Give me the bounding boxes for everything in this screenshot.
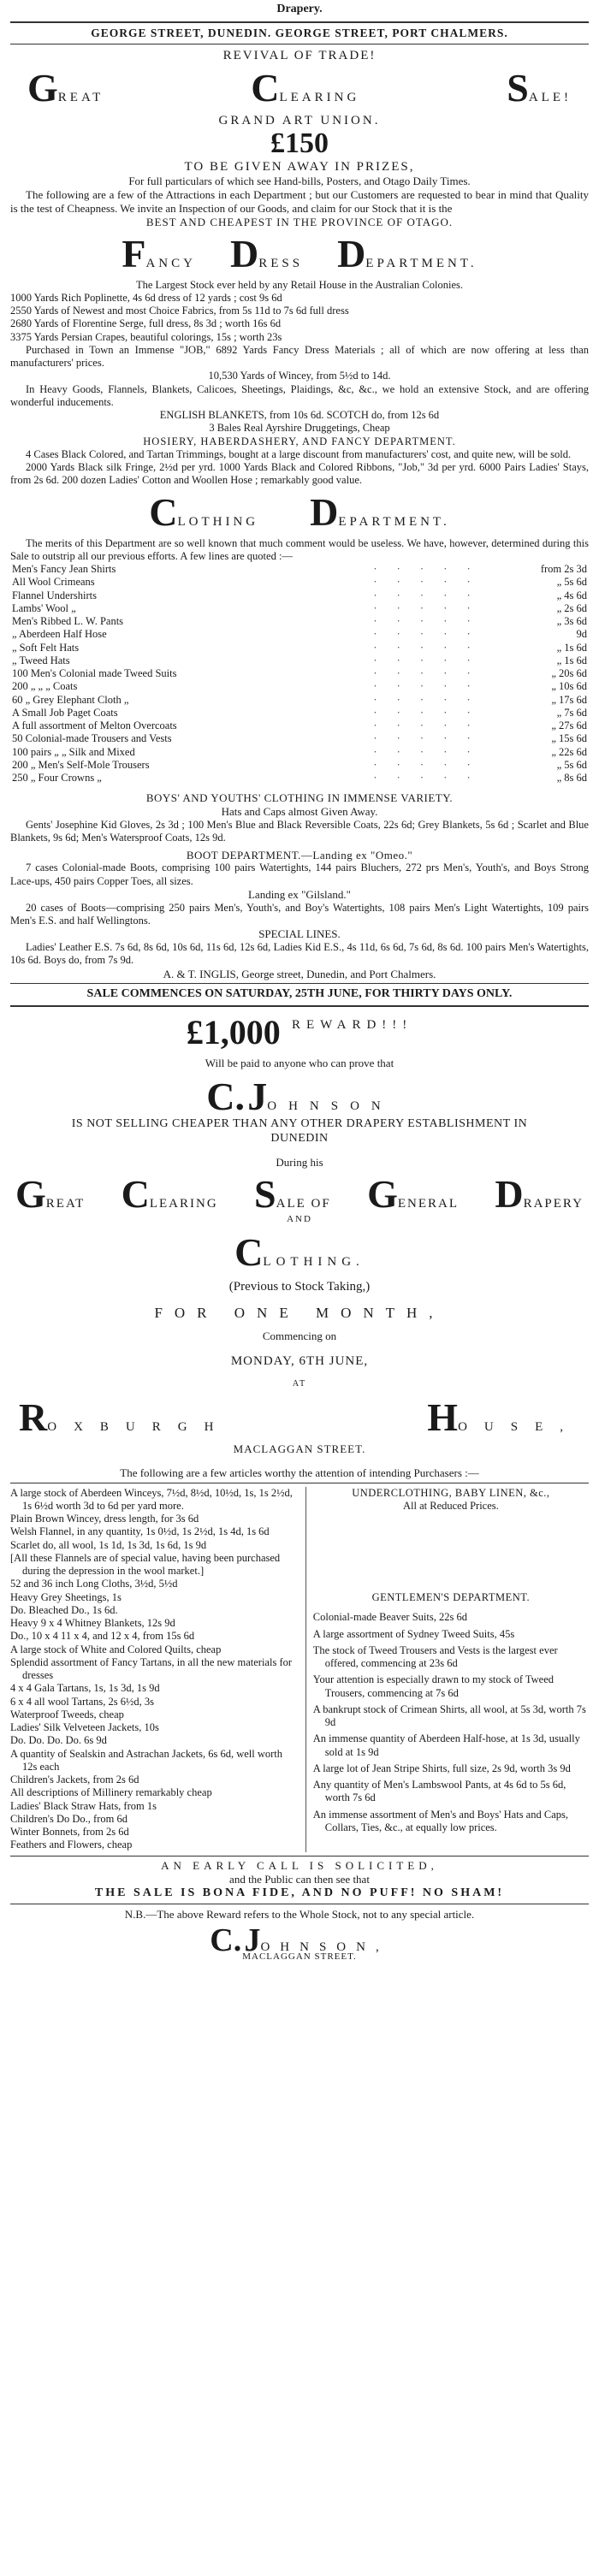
heading-word: CLEARING — [251, 65, 360, 110]
divider — [10, 1005, 589, 1007]
great-clearing-sale-heading — [10, 65, 589, 110]
list-item: The Largest Stock ever held by any Retail House in the Australian Colonies. — [136, 278, 463, 291]
leader-dots: · · · · · — [373, 706, 479, 719]
list-item: A large lot of Jean Stripe Shirts, full size, 2s 9d, worth 3s 9d — [312, 1762, 571, 1774]
heading-word: FANCY — [122, 231, 196, 275]
leader-dots: · · · · · — [373, 732, 479, 745]
list-item: Ladies' Silk Velveteen Jackets, 10s — [10, 1721, 159, 1734]
price-item: Flannel Undershirts — [12, 589, 97, 601]
heading-word: DEPARTMENT. — [337, 231, 477, 275]
inglis-signoff: A. & T. INGLIS, George street, Dunedin, and Port Chalmers. — [163, 967, 436, 980]
johnson-name: C. JOHNSON — [206, 1075, 393, 1119]
price-value: 9d — [576, 628, 587, 641]
price-row — [10, 732, 589, 745]
price-value: „ 5s 6d — [556, 576, 587, 589]
section-title: Drapery. — [276, 3, 323, 15]
list-item: The stock of Tweed Trousers and Vests is the largest ever offered, commencing at 23s 6d — [312, 1643, 558, 1670]
intro-text: The following are a few of the Attractions in each Department ; but our Customers are requested to bear in mind that Quality is the test of Cheapness. We invite an Inspection of our Goods, and claim for our Stock that it is the — [10, 187, 589, 215]
price-item: 60 „ Grey Elephant Cloth „ — [12, 693, 129, 706]
clothing-intro: The merits of this Department are so well known that much comment would be useless. We have, however, determined during this Sale to outstrip all our previous efforts. A few lines are quoted :— — [10, 536, 589, 562]
prize-amount: £150 — [270, 127, 329, 160]
footer-street: MACLAGGAN STREET. — [242, 1951, 357, 1963]
list-item: Do., 10 x 4 11 x 4, and 12 x 4, from 15s 6d — [10, 1630, 195, 1643]
clothing-price-table — [10, 563, 589, 785]
list-item: 52 and 36 inch Long Cloths, 3½d, 5½d — [10, 1578, 178, 1590]
leader-dots: · · · · · — [373, 758, 479, 771]
art-union: GRAND ART UNION. — [218, 113, 381, 127]
list-item: 1000 Yards Rich Poplinette, 4s 6d dress of 12 yards ; cost 9s 6d — [10, 291, 282, 304]
heading-word: GENERAL — [367, 1172, 460, 1217]
date-line: MONDAY, 6TH JUNE, — [230, 1353, 369, 1368]
price-row — [10, 759, 589, 772]
reward-word: REWARD!!! — [291, 1017, 413, 1032]
street-line: MACLAGGAN STREET. — [233, 1442, 366, 1455]
sale-commences: SALE COMMENCES ON SATURDAY, 25TH JUNE, FOR THIRTY DAYS ONLY. — [86, 987, 513, 1001]
price-value: „ 5s 6d — [556, 758, 587, 771]
price-row — [10, 602, 589, 615]
list-item: Winter Bonnets, from 2s 6d — [10, 1826, 129, 1839]
footer-johnson-name: C. JOHNSON, — [210, 1922, 389, 1959]
price-item: A Small Job Paget Coats — [12, 706, 118, 719]
commencing-line: Commencing on — [262, 1329, 337, 1342]
heading-word: DRAPERY — [495, 1172, 584, 1217]
not-selling: IS NOT SELLING CHEAPER THAN ANY OTHER DRAPERY ESTABLISHMENT IN DUNEDIN — [71, 1117, 528, 1146]
list-item: Ladies' Black Straw Hats, from 1s — [10, 1799, 157, 1812]
list-item: Any quantity of Men's Lambswool Pants, at 4s 6d to 5s 6d, worth 7s 6d — [312, 1779, 566, 1804]
list-item: Children's Jackets, from 2s 6d — [10, 1774, 139, 1786]
list-item: Welsh Flannel, in any quantity, 1s 0½d, 1s 2½d, 1s 4d, 1s 6d — [10, 1525, 270, 1538]
price-row — [10, 720, 589, 732]
price-value: „ 10s 6d — [551, 680, 587, 693]
price-item: „ Tweed Hats — [12, 654, 70, 666]
gents-line: Gents' Josephine Kid Gloves, 2s 3d ; 100 Men's Blue and Black Reversible Coats, 22s 6d; Grey Blankets, 5s 6d ; Scarlet and Blue Blankets, 9s 6d; Men's Watersproof Coats, 12s 9d. — [10, 819, 589, 844]
leader-dots: · · · · · — [373, 720, 479, 732]
price-item: Men's Fancy Jean Shirts — [12, 563, 116, 576]
price-row — [10, 707, 589, 720]
price-value: „ 3s 6d — [556, 615, 587, 628]
list-item: A quantity of Sealskin and Astrachan Jackets, 6s 6d, well worth 12s each — [10, 1747, 282, 1773]
list-item: All descriptions of Millinery remarkably cheap — [10, 1786, 212, 1799]
heading-word: ROXBURGH — [19, 1395, 231, 1439]
list-item: 3 Bales Real Ayrshire Druggetings, Cheap — [209, 422, 390, 435]
list-item: Do. Do. Do. Do. 6s 9d — [10, 1734, 107, 1747]
article-columns — [10, 1487, 589, 1852]
fancy-dress-list — [10, 279, 589, 488]
revival-heading: REVIVAL OF TRADE! — [222, 48, 377, 62]
right-column — [305, 1487, 589, 1852]
price-item: Men's Ribbed L. W. Pants — [12, 615, 124, 628]
and-word: AND — [287, 1214, 312, 1225]
leader-dots: · · · · · — [373, 654, 479, 666]
list-item: 10,530 Yards of Wincey, from 5½d to 14d. — [208, 370, 391, 382]
leader-dots: · · · · · — [373, 563, 479, 576]
list-item: Colonial-made Beaver Suits, 22s 6d — [312, 1611, 467, 1624]
price-row — [10, 615, 589, 628]
list-item: Feathers and Flowers, cheap — [10, 1839, 133, 1851]
underclothing-heading: UNDERCLOTHING, BABY LINEN, &c., — [352, 1486, 550, 1499]
price-item: 100 Men's Colonial made Tweed Suits — [12, 667, 177, 680]
list-item: A large stock of Aberdeen Winceys, 7½d, 8½d, 10½d, 1s, 1s 2½d, 1s 6½d worth 3d to 6d per yard more. — [10, 1486, 293, 1512]
leader-dots: · · · · · — [373, 667, 479, 680]
list-item: A bankrupt stock of Crimean Shirts, all wool, at 5s 3d, worth 7s 9d — [312, 1703, 586, 1729]
list-item: An immense quantity of Aberdeen Half-hose, at 1s 3d, usually sold at 1s 9d — [312, 1732, 580, 1758]
price-value: „ 27s 6d — [551, 720, 587, 732]
price-value: „ 15s 6d — [551, 732, 587, 745]
price-row — [10, 654, 589, 667]
heading-word: SALE! — [507, 65, 572, 110]
leader-dots: · · · · · — [373, 693, 479, 706]
leader-dots: · · · · · — [373, 576, 479, 589]
leader-dots: · · · · · — [373, 745, 479, 758]
great-clearing-sale-drapery-heading — [10, 1172, 589, 1217]
list-item: [All these Flannels are of special value, having been purchased during the depression in the wool market.] — [10, 1551, 281, 1578]
best-cheapest: BEST AND CHEAPEST IN THE PROVINCE OF OTAGO. — [145, 215, 454, 228]
price-row — [10, 746, 589, 759]
gentlemen-heading: GENTLEMEN'S DEPARTMENT. — [371, 1591, 531, 1604]
list-item: In Heavy Goods, Flannels, Blankets, Calicoes, Sheetings, Plaidings, &c, &c., we hold an extensive Stock, and are offering wonderful inducements. — [10, 382, 589, 408]
leader-dots: · · · · · — [373, 772, 479, 785]
heading-word: DEPARTMENT. — [310, 489, 450, 534]
leader-dots: · · · · · — [373, 628, 479, 641]
stock-taking-line: (Previous to Stock Taking,) — [228, 1279, 371, 1294]
list-item: Splendid assortment of Fancy Tartans, in all the new materials for dresses — [10, 1655, 293, 1682]
price-value: „ 8s 6d — [556, 772, 587, 785]
price-row — [10, 589, 589, 602]
price-item: 100 pairs „ „ Silk and Mixed — [12, 745, 135, 758]
price-value: „ 7s 6d — [556, 706, 587, 719]
prize-line: TO BE GIVEN AWAY IN PRIZES, — [184, 159, 415, 174]
hats-line: Hats and Caps almost Given Away. — [221, 805, 378, 819]
price-value: „ 22s 6d — [551, 745, 587, 758]
boys-heading: BOYS' AND YOUTHS' CLOTHING IN IMMENSE VARIETY. — [145, 791, 454, 805]
left-column — [10, 1487, 294, 1852]
special-line: Ladies' Leather E.S. 7s 6d, 8s 6d, 10s 6d, 11s 6d, 12s 6d, Ladies Kid E.S., 4s 11d, 6s 6d, 7s 6d, 8s 6d. 100 pairs Men's Watertights, 10s 6d. Boys do, from 7s 9d. — [10, 941, 589, 967]
list-item: 3375 Yards Persian Crapes, beautiful colorings, 15s ; worth 23s — [10, 330, 282, 343]
list-item: 4 x 4 Gala Tartans, 1s, 1s 3d, 1s 9d — [10, 1682, 160, 1695]
price-item: 200 „ „ „ Coats — [12, 680, 78, 693]
boot-line: 20 cases of Boots—comprising 250 pairs Men's, Youth's, and Boy's Watertights, 108 pairs Men's Light Watertights, 109 pairs Men's E.S. and half Wellingtons. — [10, 901, 589, 927]
boot-line: 7 cases Colonial-made Boots, comprising 100 pairs Watertights, 144 pairs Bluchers, 272 prs Men's, Youth's, and Boys Strong Lace-ups, 450 pairs Copper Toes, all sizes. — [10, 862, 589, 887]
leader-dots: · · · · · — [373, 589, 479, 601]
price-item: All Wool Crimeans — [12, 576, 95, 589]
price-row — [10, 563, 589, 576]
list-item: Do. Bleached Do., 1s 6d. — [10, 1603, 118, 1616]
list-item: Waterproof Tweeds, cheap — [10, 1708, 124, 1720]
price-row — [10, 694, 589, 707]
price-value: „ 1s 6d — [556, 641, 587, 654]
price-value: from 2s 3d — [540, 563, 587, 576]
list-item: An immense assortment of Men's and Boys' Hats and Caps, Collars, Ties, &c., at equally low prices. — [312, 1808, 568, 1833]
gentlemen-list — [313, 1611, 589, 1834]
list-item: A large assortment of Sydney Tweed Suits, 45s — [312, 1627, 515, 1640]
heading-word: SALE OF — [254, 1172, 331, 1217]
list-item: Children's Do Do., from 6d — [10, 1812, 128, 1825]
price-value: „ 20s 6d — [551, 667, 587, 680]
gilsland-line: Landing ex "Gilsland." — [247, 887, 351, 901]
price-item: A full assortment of Melton Overcoats — [12, 720, 177, 732]
clothing-department-heading — [10, 489, 589, 534]
divider — [10, 983, 589, 984]
leader-dots: · · · · · — [373, 641, 479, 654]
list-item: Heavy 9 x 4 Whitney Blankets, 12s 9d — [10, 1617, 175, 1630]
johnson-advertisement — [10, 1012, 589, 1963]
list-item: Purchased in Town an Immense "JOB," 6892 Yards Fancy Dress Materials ; all of which are now offering at less than manufacturers' prices. — [10, 343, 589, 370]
list-item: HOSIERY, HABERDASHERY, AND FANCY DEPARTMENT. — [143, 435, 456, 447]
price-row — [10, 642, 589, 654]
following-line: The following are a few articles worthy the attention of intending Purchasers :— — [120, 1466, 479, 1479]
price-item: 250 „ Four Crowns „ — [12, 772, 102, 785]
price-item: 50 Colonial-made Trousers and Vests — [12, 732, 172, 745]
list-item: 6 x 4 all wool Tartans, 2s 6½d, 3s — [10, 1695, 154, 1708]
divider — [10, 21, 589, 23]
list-item: ENGLISH BLANKETS, from 10s 6d. SCOTCH do, from 12s 6d — [159, 409, 440, 422]
heading-word: GREAT — [27, 65, 104, 110]
list-item: Plain Brown Wincey, dress length, for 3s 6d — [10, 1513, 199, 1525]
particulars: For full particulars of which see Hand-bills, Posters, and Otago Daily Times. — [128, 175, 471, 188]
price-item: Lambs' Wool „ — [12, 601, 76, 614]
leader-dots: · · · · · — [373, 680, 479, 693]
roxburgh-house-heading — [10, 1395, 589, 1439]
paid-line: Will be paid to anyone who can prove that — [205, 1057, 394, 1070]
reduced-prices: All at Reduced Prices. — [402, 1499, 499, 1512]
list-item: Heavy Grey Sheetings, 1s — [10, 1590, 122, 1603]
price-value: „ 17s 6d — [551, 693, 587, 706]
list-item: A large stock of White and Colored Quilts, cheap — [10, 1643, 222, 1655]
price-row — [10, 628, 589, 641]
public-see: and the Public can then see that — [229, 1872, 370, 1886]
price-value: „ 1s 6d — [556, 654, 587, 666]
clothing-heading: CLOTHING. — [234, 1229, 365, 1274]
list-item: 2550 Yards of Newest and most Choice Fabrics, from 5s 11d to 7s 6d full dress — [10, 305, 349, 317]
early-call: AN EARLY CALL IS SOLICITED, — [161, 1858, 438, 1872]
list-item: 2000 Yards Black silk Fringe, 2½d per yrd. 1000 Yards Black and Colored Ribbons, "Job," 3d per yrd. 6000 Pairs Ladies' Stays, from 2s 6d. 200 dozen Ladies' Cotton and Woollen Hose ; remarkably good value. — [10, 461, 589, 487]
list-item: Scarlet do, all wool, 1s 1d, 1s 3d, 1s 6d, 1s 9d — [10, 1538, 207, 1551]
price-item: 200 „ Men's Self-Mole Trousers — [12, 758, 150, 771]
price-item: „ Soft Felt Hats — [12, 641, 80, 654]
list-item: Your attention is especially drawn to my stock of Tweed Trousers, commencing at 7s 6d — [312, 1673, 555, 1699]
list-item: 2680 Yards of Florentine Serge, full dress, 8s 3d ; worth 16s 6d — [10, 317, 282, 330]
price-row — [10, 772, 589, 785]
special-heading: SPECIAL LINES. — [258, 927, 341, 941]
heading-word: CLEARING — [121, 1172, 218, 1217]
leader-dots: · · · · · — [373, 601, 479, 614]
during-line: During his — [276, 1156, 323, 1170]
fancy-dress-heading — [10, 231, 589, 275]
inglis-advertisement — [10, 27, 589, 1006]
nb-line: N.B.—The above Reward refers to the Whole Stock, not to any special article. — [124, 1907, 475, 1921]
heading-word: GREAT — [15, 1172, 86, 1217]
price-value: „ 4s 6d — [556, 589, 587, 601]
price-row — [10, 667, 589, 680]
price-row — [10, 576, 589, 589]
one-month-line: FOR ONE MONTH, — [154, 1304, 445, 1321]
reward-heading — [10, 1012, 589, 1054]
heading-word: DRESS — [229, 231, 304, 275]
list-item: 4 Cases Black Colored, and Tartan Trimmings, bought at a large discount from manufacturers' cost, and quite new, will be sold. — [26, 447, 572, 460]
price-value: „ 2s 6d — [556, 601, 587, 614]
price-item: „ Aberdeen Half Hose — [12, 628, 107, 641]
price-row — [10, 680, 589, 693]
bona-fide: THE SALE IS BONA FIDE, AND NO PUFF! NO SHAM! — [94, 1886, 505, 1900]
boot-heading: BOOT DEPARTMENT.—Landing ex "Omeo." — [186, 848, 413, 862]
heading-word: HOUSE, — [427, 1395, 580, 1439]
at-word: AT — [292, 1378, 307, 1389]
leader-dots: · · · · · — [373, 615, 479, 628]
heading-word: CLOTHING — [149, 489, 259, 534]
addresses: GEORGE STREET, DUNEDIN. GEORGE STREET, PORT CHALMERS. — [91, 27, 508, 40]
reward-amount: £1,000 — [186, 1012, 281, 1051]
